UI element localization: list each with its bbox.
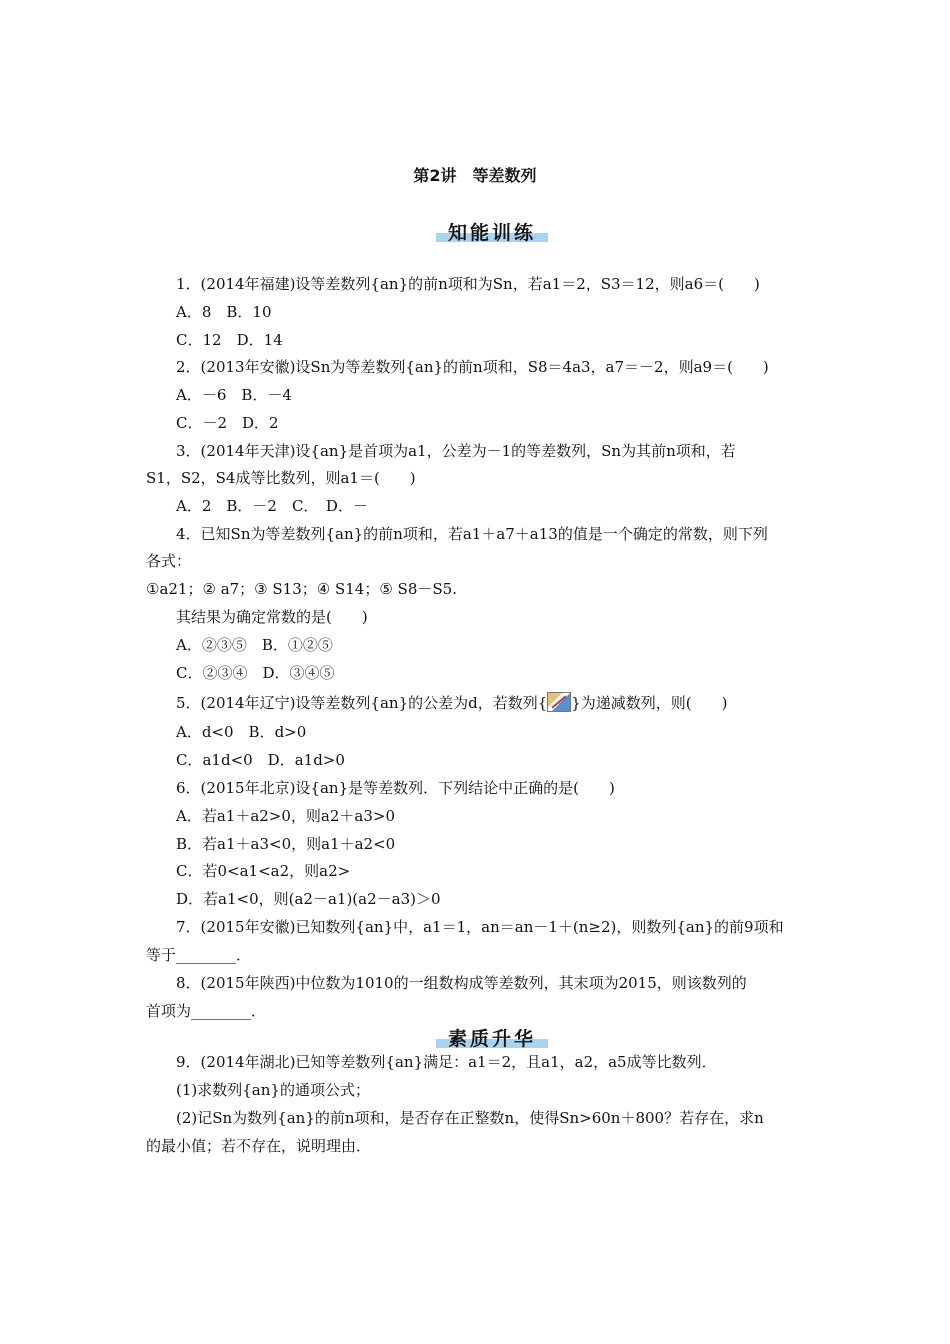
question-6: 6．(2015年北京)设{an}是等差数列．下列结论中正确的是( ): [176, 779, 615, 797]
question-5-prefix: 5．(2014年辽宁)设等差数列{an}的公差为d，若数列{: [176, 694, 548, 712]
question-3-cont: S1，S2，S4成等比数列，则a1＝( ): [146, 469, 416, 487]
section-banner-training: [436, 220, 548, 242]
broken-image-icon: [547, 692, 571, 712]
option-line: C．a1d<0 D．a1d>0: [176, 751, 345, 769]
question-4: 4．已知Sn为等差数列{an}的前n项和，若a1＋a7＋a13的值是一个确定的常数，则下列: [176, 525, 768, 543]
banner-label: 知能训练: [447, 222, 536, 244]
question-5-suffix: }为递减数列，则( ): [571, 694, 728, 712]
option-line: C．②③④ D．③④⑤: [176, 664, 335, 682]
option-line: C．－2 D．2: [176, 414, 279, 432]
question-2: 2．(2013年安徽)设Sn为等差数列{an}的前n项和，S8＝4a3，a7＝－2，则a9＝( ): [176, 358, 769, 376]
option-line: C．若0<a1<a2，则a2>: [176, 862, 351, 880]
option-line: C．12 D．14: [176, 331, 283, 349]
question-4-prompt: 其结果为确定常数的是( ): [176, 608, 368, 626]
question-7-cont: 等于________．: [146, 946, 252, 964]
question-8-cont: 首项为________．: [146, 1002, 267, 1020]
banner-label: 素质升华: [447, 1028, 536, 1050]
question-7: 7．(2015年安徽)已知数列{an}中，a1＝1，an＝an－1＋(n≥2)，则数列{an}的前9项和: [176, 918, 784, 936]
question-3: 3．(2014年天津)设{an}是首项为a1，公差为－1的等差数列，Sn为其前n项和，若: [176, 442, 736, 460]
question-1: 1．(2014年福建)设等差数列{an}的前n项和为Sn，若a1＝2，S3＝12，则a6＝( ): [176, 275, 760, 293]
option-line: A．－6 B．－4: [176, 386, 292, 404]
section-banner-improvement: [436, 1026, 548, 1048]
question-9-part-2: (2)记Sn为数列{an}的前n项和，是否存在正整数n，使得Sn>60n＋800？若存在，求n: [176, 1109, 764, 1127]
option-line: D．若a1<0，则(a2－a1)(a2－a3)＞0: [176, 890, 441, 908]
option-line: A．d<0 B．d>0: [176, 723, 307, 741]
question-9: 9．(2014年湖北)已知等差数列{an}满足：a1＝2，且a1，a2，a5成等比数列．: [176, 1053, 717, 1071]
question-5: [176, 692, 836, 713]
question-9-part-1: (1)求数列{an}的通项公式；: [176, 1081, 370, 1099]
option-line: A．8 B．10: [176, 303, 272, 321]
question-9-part-2-cont: 的最小值；若不存在，说明理由．: [146, 1137, 372, 1155]
option-line: A．若a1＋a2>0，则a2＋a3>0: [176, 807, 396, 825]
option-line: A．2 B．－2 C． D．－: [176, 497, 368, 515]
question-4-cont: 各式：: [146, 552, 192, 570]
question-4-items: ①a21；② a7；③ S13；④ S14；⑤ S8－S5.: [146, 580, 457, 598]
question-8: 8．(2015年陕西)中位数为1010的一组数构成等差数列，其末项为2015，则该数列的: [176, 974, 747, 992]
page-title: 第2讲 等差数列: [413, 166, 537, 185]
option-line: B．若a1＋a3<0，则a1＋a2<0: [176, 835, 396, 853]
option-line: A．②③⑤ B．①②⑤: [176, 636, 333, 654]
